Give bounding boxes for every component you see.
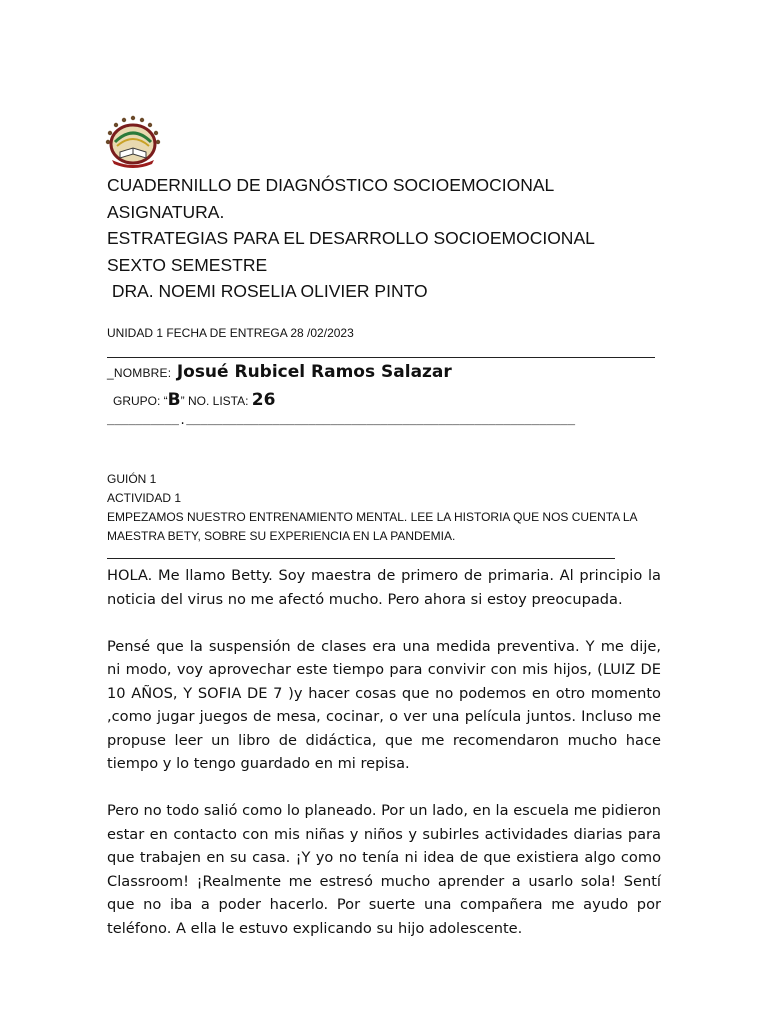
header-subject: ESTRATEGIAS PARA EL DESARROLLO SOCIOEMOCIONAL [107,228,595,248]
list-label: ” NO. LISTA: [180,394,252,408]
activity-instruction: EMPEZAMOS NUESTRO ENTRENAMIENTO MENTAL. LEE LA HISTORIA QUE NOS CUENTA LA MAESTRA BETY, SOBRE SU EXPERIENCIA EN LA PANDEMIA. [107,510,637,543]
story-text [107,564,661,964]
activity-block [107,470,667,546]
document-header [107,172,595,305]
story-paragraph: Pero no todo salió como lo planeado. Por un lado, en la escuela me pidieron estar en contacto con mis niñas y niños y subirles actividades diarias para que trabajen en su casa. ¡Y yo no tenía ni idea de que existiera algo como Classroom! ¡Realmente me estresó mucho aprender a usarlo sola! Sentí que no iba a poder hacerlo. Por suerte una compañera me ayudo por teléfono. A ella le estuvo explicando su hijo adolescente. [107,802,661,937]
story-paragraph: HOLA. Me llamo Betty. Soy maestra de primero de primaria. Al principio la noticia del virus no me afectó mucho. Pero ahora si estoy preocupada. [107,567,661,608]
list-number: 26 [251,390,276,410]
group-value: B [167,390,181,410]
header-title: CUADERNILLO DE DIAGNÓSTICO SOCIOEMOCIONAL [107,175,555,195]
story-paragraph: Pensé que la suspensión de clases era una medida preventiva. Y me dije, ni modo, voy aprovechar este tiempo para convivir con mis hijos, (LUIZ DE 10 AÑOS, Y SOFIA DE 7 )y hacer cosas que no podemos en otro momento ,como jugar juegos de mesa, cocinar, o ver una película juntos. Incluso me propuse leer un libro de didáctica, que me recomendaron mucho hace tiempo y lo tengo guardado en mi repisa. [107,637,661,772]
header-semester: SEXTO SEMESTRE [107,254,268,275]
divider-line [107,357,655,358]
group-list-row [113,390,275,410]
student-name-row [107,362,452,382]
guion-heading: GUIÓN 1 [107,472,157,486]
school-logo-icon [104,114,162,170]
activity-heading: ACTIVIDAD 1 [107,491,182,505]
name-label: _NOMBRE: [107,366,175,380]
blank-line: __________.______________________________________________________ [107,414,576,428]
unit-due-date: UNIDAD 1 FECHA DE ENTREGA 28 /02/2023 [107,326,354,340]
story-divider [107,558,615,559]
group-label: GRUPO: “ [113,394,168,408]
header-teacher: DRA. NOEMI ROSELIA OLIVIER PINTO [107,281,428,301]
student-name: Josué Rubicel Ramos Salazar [176,362,452,382]
header-subject-label: ASIGNATURA. [107,201,225,222]
